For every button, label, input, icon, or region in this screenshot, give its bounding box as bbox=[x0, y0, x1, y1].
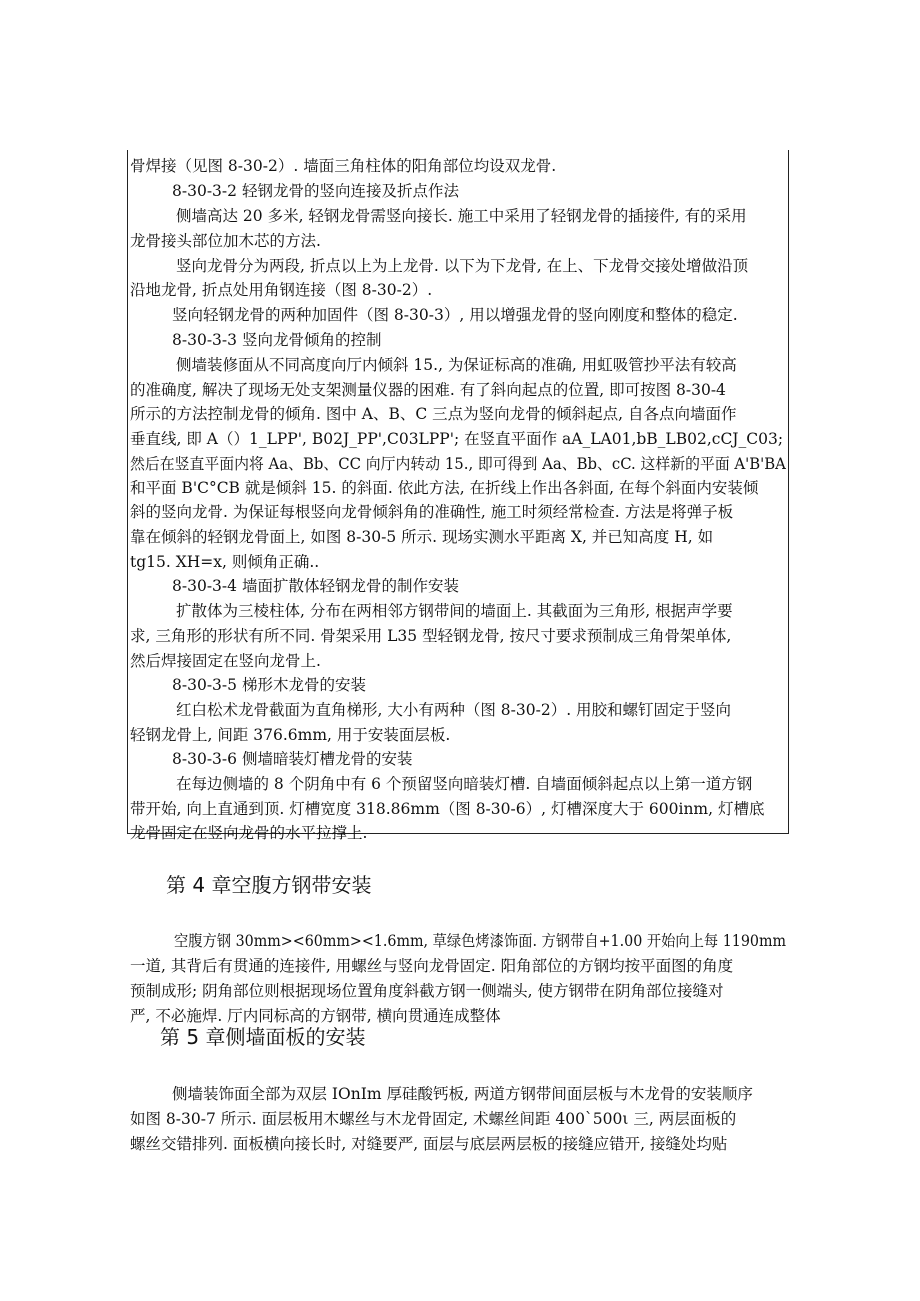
ch4-line-2: 一道, 其背后有贯通的连接件, 用螺丝与竖向龙骨固定. 阳角部位的方钢均按平面图的角度 bbox=[130, 957, 734, 975]
box-line-7: 竖向轻钢龙骨的两种加固件（图 8-30-3）, 用以增强龙骨的竖向刚度和整体的稳定. bbox=[172, 306, 738, 324]
box-line-12: 垂直线, 即 A（）1_LPP', B02J_PP',C03LPP'; 在竖直平面作 aA_LA01,bB_LB02,cCJ_C03; bbox=[130, 430, 784, 448]
box-line-28: 龙骨固定在竖向龙骨的水平拉撑上. bbox=[130, 824, 368, 842]
ch4-line-3: 预制成形; 阴角部位则根据现场位置角度斜截方钢一侧端头, 使方钢带在阴角部位接缝对 bbox=[130, 982, 724, 1000]
box-line-20: 求, 三角形的形状有所不同. 骨架采用 L35 型轻钢龙骨, 按尺寸要求预制成三角骨架单体, bbox=[130, 627, 732, 645]
box-line-21: 然后焊接固定在竖向龙骨上. bbox=[130, 652, 321, 670]
box-line-11: 所示的方法控制龙骨的倾角. 图中 A、B、C 三点为竖向龙骨的倾斜起点, 自各点向墙面作 bbox=[130, 405, 737, 423]
box-line-1: 骨焊接（见图 8-30-2）. 墙面三角柱体的阳角部位均设双龙骨. bbox=[130, 157, 557, 175]
box-line-17: tg15. XH=x, 则倾角正确.. bbox=[130, 553, 320, 571]
box-subheading-8-30-3-3: 8-30-3-3 竖向龙骨倾角的控制 bbox=[172, 331, 382, 349]
ch5-line-3: 螺丝交错排列. 面板横向接长时, 对缝要严, 面层与底层两层板的接缝应错开, 接缝处均贴 bbox=[130, 1135, 728, 1153]
box-line-9: 侧墙装修面从不同高度向厅内倾斜 15., 为保证标高的准确, 用虹吸管抄平法有较高 bbox=[176, 356, 737, 374]
box-subheading-8-30-3-2: 8-30-3-2 轻钢龙骨的竖向连接及折点作法 bbox=[172, 182, 459, 200]
box-line-5: 竖向龙骨分为两段, 折点以上为上龙骨. 以下为下龙骨, 在上、下龙骨交接处增做沿顶 bbox=[176, 257, 749, 275]
box-line-4: 龙骨接头部位加木芯的方法. bbox=[130, 232, 321, 250]
box-subheading-8-30-3-4: 8-30-3-4 墙面扩散体轻钢龙骨的制作安装 bbox=[172, 577, 459, 595]
box-line-14: 和平面 B'C°CB 就是倾斜 15. 的斜面. 依此方法, 在折线上作出各斜面, 在每个斜面内安装倾 bbox=[130, 479, 759, 497]
box-line-6: 沿地龙骨, 折点处用角钢连接（图 8-30-2）. bbox=[130, 281, 433, 299]
ch4-line-4: 严, 不必施焊. 厅内同标高的方钢带, 横向贯通连成整体 bbox=[130, 1007, 501, 1025]
box-line-19: 扩散体为三棱柱体, 分布在两相邻方钢带间的墙面上. 其截面为三角形, 根据声学要 bbox=[176, 602, 733, 620]
box-line-13: 然后在竖直平面内将 Aa、Bb、CC 向厅内转动 15., 即可得到 Aa、Bb、cC. 这样新的平面 A'B'BA bbox=[130, 455, 786, 473]
box-line-3: 侧墙高达 20 多米, 轻钢龙骨需竖向接长. 施工中采用了轻钢龙骨的插接件, 有的采用 bbox=[176, 207, 747, 225]
box-subheading-8-30-3-5: 8-30-3-5 梯形木龙骨的安装 bbox=[172, 676, 366, 694]
box-line-26: 在每边侧墙的 8 个阴角中有 6 个预留竖向暗装灯槽. 自墙面倾斜起点以上第一道方钢 bbox=[176, 775, 753, 793]
box-line-15: 斜的竖向龙骨. 为保证每根竖向龙骨倾斜角的准确性, 施工时须经常检查. 方法是将弹子板 bbox=[130, 503, 734, 521]
chapter-5-heading: 第 5 章侧墙面板的安装 bbox=[160, 1025, 366, 1049]
box-line-10: 的准确度, 解决了现场无处支架测量仪器的困难. 有了斜向起点的位置, 即可按图 8-30-4 bbox=[130, 381, 726, 399]
box-line-27: 带开始, 向上直通到顶. 灯槽宽度 318.86mm（图 8-30-6）, 灯槽深度大于 600inm, 灯槽底 bbox=[130, 800, 765, 818]
box-line-16: 靠在倾斜的轻钢龙骨面上, 如图 8-30-5 所示. 现场实测水平距离 X, 并已知高度 H, 如 bbox=[130, 528, 714, 546]
chapter-4-heading: 第 4 章空腹方钢带安装 bbox=[166, 873, 372, 897]
ch5-line-2: 如图 8-30-7 所示. 面层板用木螺丝与木龙骨固定, 术螺丝间距 400`500ι 三, 两层面板的 bbox=[130, 1110, 737, 1128]
ch5-line-1: 侧墙装饰面全部为双层 IOnIm 厚硅酸钙板, 两道方钢带间面层板与木龙骨的安装顺序 bbox=[172, 1085, 753, 1103]
box-line-23: 红白松术龙骨截面为直角梯形, 大小有两种（图 8-30-2）. 用胶和螺钉固定于竖向 bbox=[176, 701, 732, 719]
ch4-line-1: 空腹方钢 30mm><60mm><1.6mm, 草绿色烤漆饰面. 方钢带自+1.00 开始向上每 1190mm bbox=[174, 932, 787, 950]
box-line-24: 轻钢龙骨上, 间距 376.6mm, 用于安装面层板. bbox=[130, 726, 451, 744]
box-subheading-8-30-3-6: 8-30-3-6 侧墙暗装灯槽龙骨的安装 bbox=[172, 750, 413, 768]
